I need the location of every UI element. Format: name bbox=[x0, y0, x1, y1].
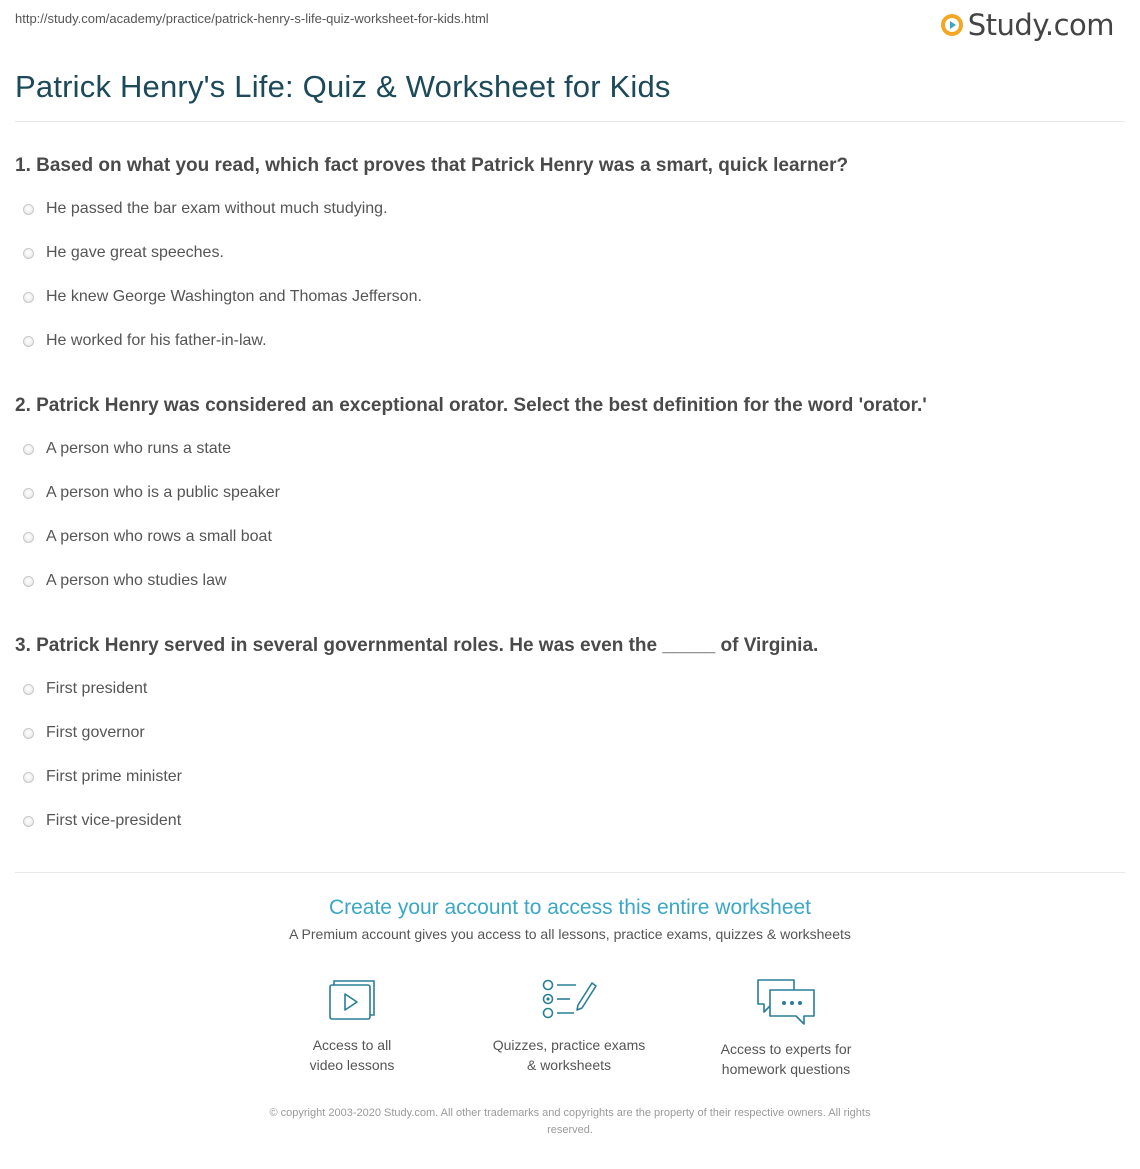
radio-button[interactable] bbox=[23, 772, 34, 783]
question-3: 3. Patrick Henry served in several governmental roles. He was even the _____ of Virginia. bbox=[15, 635, 819, 656]
quiz-checklist-icon bbox=[540, 977, 598, 1023]
answer-option[interactable] bbox=[23, 768, 182, 786]
answer-label: He worked for his father-in-law. bbox=[46, 332, 267, 349]
answer-label: First prime minister bbox=[46, 768, 183, 785]
answer-label: First president bbox=[46, 680, 148, 697]
answer-option[interactable] bbox=[23, 200, 388, 218]
radio-button[interactable] bbox=[23, 532, 34, 543]
answer-option[interactable] bbox=[23, 724, 145, 742]
create-account-link[interactable]: Create your account to access this entire worksheet bbox=[328, 896, 812, 919]
radio-button[interactable] bbox=[23, 576, 34, 587]
radio-button[interactable] bbox=[23, 444, 34, 455]
cta-divider bbox=[15, 872, 1125, 873]
feature-label-line1: Quizzes, practice exams bbox=[492, 1037, 646, 1053]
logo-text: Study.com bbox=[967, 8, 1114, 42]
answer-option[interactable] bbox=[23, 680, 147, 698]
answer-label: First vice-president bbox=[46, 812, 182, 829]
question-2: 2. Patrick Henry was considered an exceptional orator. Select the best definition for the word 'orator.' bbox=[15, 395, 927, 416]
copyright-line2: reserved. bbox=[547, 1124, 593, 1136]
answer-option[interactable] bbox=[23, 332, 267, 350]
radio-button[interactable] bbox=[23, 684, 34, 695]
radio-button[interactable] bbox=[23, 728, 34, 739]
feature-quizzes bbox=[479, 977, 659, 1075]
feature-video-lessons bbox=[262, 977, 442, 1075]
copyright-footer bbox=[0, 1105, 1140, 1139]
play-logo-icon bbox=[940, 13, 964, 37]
answer-label: He knew George Washington and Thomas Jefferson. bbox=[46, 288, 422, 305]
radio-button[interactable] bbox=[23, 488, 34, 499]
answer-option[interactable] bbox=[23, 528, 272, 546]
radio-button[interactable] bbox=[23, 816, 34, 827]
title-divider bbox=[15, 121, 1125, 122]
radio-button[interactable] bbox=[23, 336, 34, 347]
copyright-line1: © copyright 2003-2020 Study.com. All other trademarks and copyrights are the property of their respective owners. All rights bbox=[269, 1107, 871, 1119]
question-1: 1. Based on what you read, which fact proves that Patrick Henry was a smart, quick learner? bbox=[15, 155, 849, 176]
feature-label-line2: & worksheets bbox=[526, 1057, 612, 1073]
feature-experts bbox=[696, 977, 876, 1079]
answer-label: A person who rows a small boat bbox=[46, 528, 272, 545]
answer-label: A person who studies law bbox=[46, 572, 227, 589]
study-logo[interactable] bbox=[940, 8, 1114, 42]
radio-button[interactable] bbox=[23, 248, 34, 259]
answer-label: He passed the bar exam without much studying. bbox=[46, 200, 388, 217]
answer-option[interactable] bbox=[23, 572, 227, 590]
feature-label-line2: video lessons bbox=[309, 1057, 395, 1073]
page-url: http://study.com/academy/practice/patrick-henry-s-life-quiz-worksheet-for-kids.html bbox=[15, 11, 489, 26]
chat-bubbles-icon bbox=[754, 977, 818, 1027]
answer-option[interactable] bbox=[23, 484, 280, 502]
answer-option[interactable] bbox=[23, 288, 422, 306]
answer-option[interactable] bbox=[23, 812, 181, 830]
cta-subtitle: A Premium account gives you access to all lessons, practice exams, quizzes & worksheets bbox=[289, 926, 851, 942]
answer-option[interactable] bbox=[23, 440, 231, 458]
feature-label-line1: Access to experts for bbox=[720, 1041, 852, 1057]
answer-label: He gave great speeches. bbox=[46, 244, 224, 261]
answer-label: A person who runs a state bbox=[46, 440, 231, 457]
answer-option[interactable] bbox=[23, 244, 224, 262]
feature-label-line2: homework questions bbox=[721, 1061, 851, 1077]
answer-label: First governor bbox=[46, 724, 145, 741]
answer-label: A person who is a public speaker bbox=[46, 484, 280, 501]
video-lessons-icon bbox=[326, 977, 378, 1023]
feature-label-line1: Access to all bbox=[312, 1037, 392, 1053]
radio-button[interactable] bbox=[23, 204, 34, 215]
page-title: Patrick Henry's Life: Quiz & Worksheet for Kids bbox=[15, 69, 671, 104]
radio-button[interactable] bbox=[23, 292, 34, 303]
